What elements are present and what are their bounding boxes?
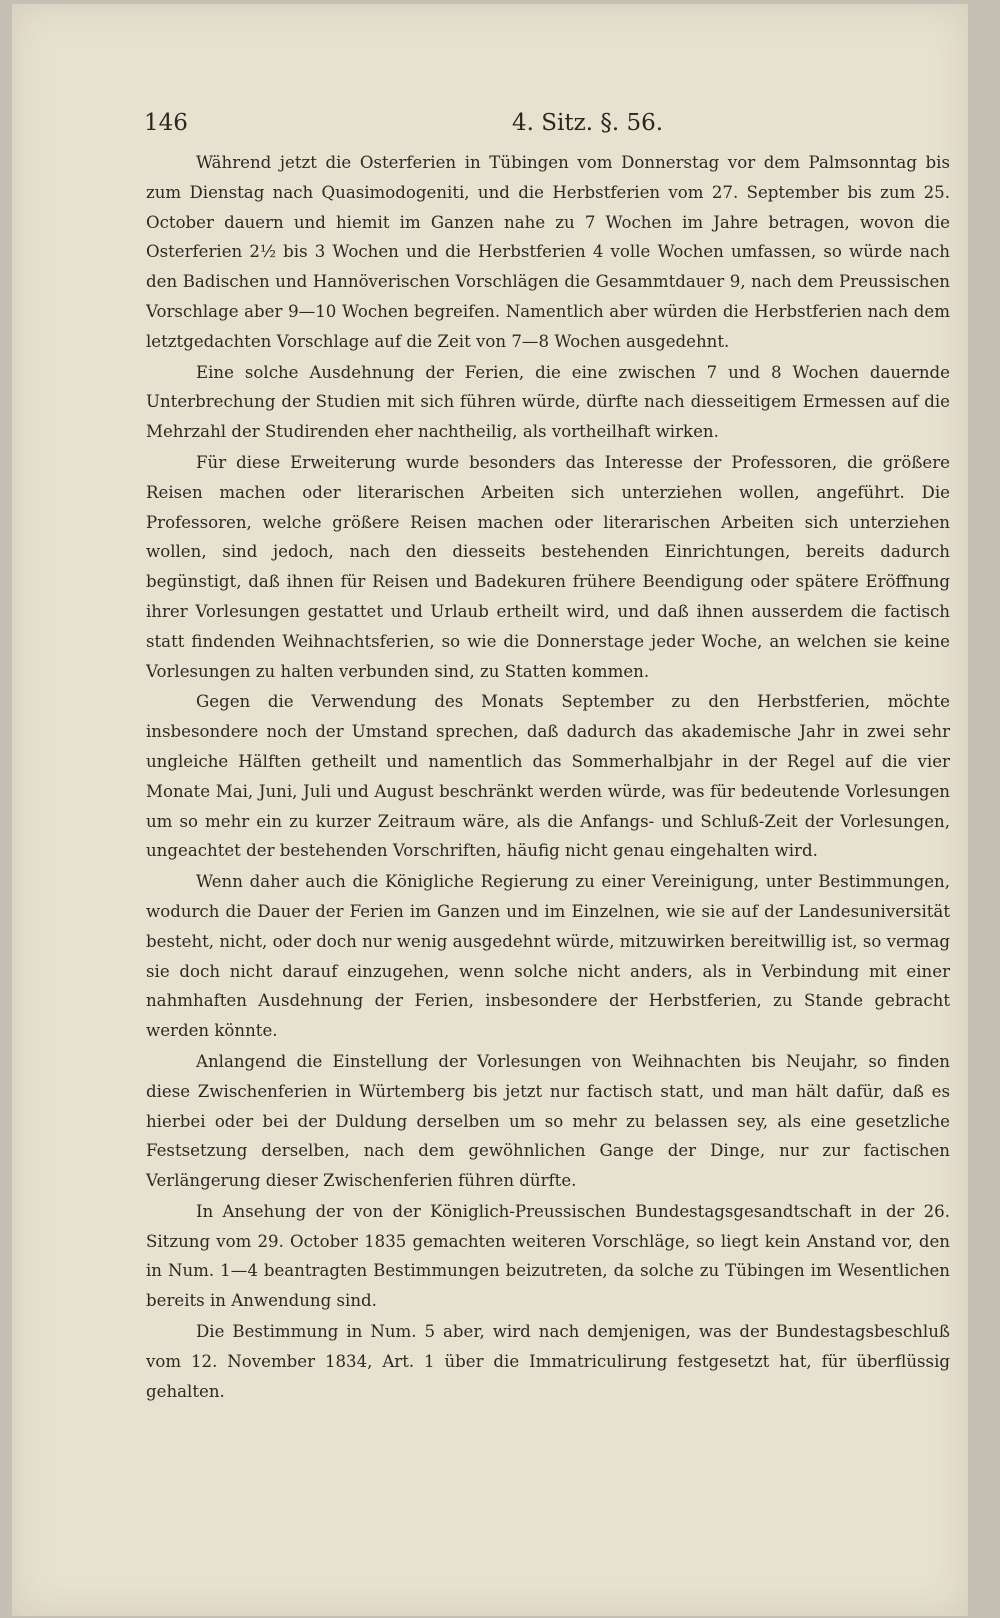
running-head: 4. Sitz. §. 56. <box>512 110 664 136</box>
paragraph: Für diese Erweiterung wurde besonders das Interesse der Professoren, die größere Reisen machen oder literarischen Arbeiten sich unterziehen wollen, angeführt. Die Professoren, welche größere Reisen machen oder literarischen Arbeiten sich unterziehen wollen, sind jedoch, nach den diesseits bestehenden Einrichtungen, bereits dadurch begünstigt, daß ihnen für Reisen und Badekuren frühere Beendigung oder spätere Eröffnung ihrer Vorlesungen gestattet und Urlaub ertheilt wird, und daß ihnen ausserdem die factisch statt findenden Weihnachtsferien, so wie die Donnerstage jeder Woche, an welchen sie keine Vorlesungen zu halten verbunden sind, zu Statten kommen. <box>146 452 950 681</box>
paragraph: In Ansehung der von der Königlich-Preussischen Bundestagsgesandtschaft in der 26. Sitzung vom 29. October 1835 gemachten weiteren Vorschläge, so liegt kein Anstand vor, den in Num. 1—4 beantragten Bestimmungen beizutreten, da solche zu Tübingen im Wesentlichen bereits in Anwendung sind. <box>146 1201 950 1311</box>
paragraph: Wenn daher auch die Königliche Regierung zu einer Vereinigung, unter Bestimmungen, wodurch die Dauer der Ferien im Ganzen und im Einzelnen, wie sie auf der Landesuniversität besteht, nicht, oder doch nur wenig ausgedehnt würde, mitzuwirken bereitwillig ist, so vermag sie doch nicht darauf einzugehen, wenn solche nicht anders, als in Verbindung mit einer nahmhaften Ausdehnung der Ferien, insbesondere der Herbstferien, zu Stande gebracht werden könnte. <box>146 872 950 1041</box>
paragraph: Während jetzt die Osterferien in Tübingen vom Donnerstag vor dem Palmsonntag bis zum Dienstag nach Quasimodogeniti, und die Herbstferien vom 27. September bis zum 25. October dauern und hiemit im Ganzen nahe zu 7 Wochen im Jahre betragen, wovon die Osterferien 2½ bis 3 Wochen und die Herbstferien 4 volle Wochen umfassen, so würde nach den Badischen und Hannöverischen Vorschlägen die Gesammtdauer 9, nach dem Preussischen Vorschlage aber 9—10 Wochen begreifen. Namentlich aber würden die Herbstferien nach dem letztgedachten Vorschlage auf die Zeit von 7—8 Wochen ausgedehnt. <box>146 153 950 351</box>
paragraph: Anlangend die Einstellung der Vorlesungen von Weihnachten bis Neujahr, so finden diese Zwischenferien in Würtemberg bis jetzt nur factisch statt, und man hält dafür, daß es hierbei oder bei der Duldung derselben um so mehr zu belassen sey, als eine gesetzliche Festsetzung derselben, nach dem gewöhnlichen Gange der Dinge, nur zur factischen Verlängerung dieser Zwischenferien führen dürfte. <box>146 1051 950 1191</box>
paragraph: Die Bestimmung in Num. 5 aber, wird nach demjenigen, was der Bundestagsbeschluß vom 12. November 1834, Art. 1 über die Immatriculirung festgesetzt hat, für überflüssig gehalten. <box>146 1322 950 1401</box>
body-text <box>146 148 950 1407</box>
page-header <box>144 110 844 140</box>
paragraph: Gegen die Verwendung des Monats September zu den Herbstferien, möchte insbesondere noch der Umstand sprechen, daß dadurch das akademische Jahr in zwei sehr ungleiche Hälften getheilt und namentlich das Sommerhalbjahr in der Regel auf die vier Monate Mai, Juni, Juli und August beschränkt werden würde, was für bedeutende Vorlesungen um so mehr ein zu kurzer Zeitraum wäre, als die Anfangs- und Schluß-Zeit der Vorlesungen, ungeachtet der bestehenden Vorschriften, häufig nicht genau eingehalten wird. <box>146 692 950 861</box>
paragraph: Eine solche Ausdehnung der Ferien, die eine zwischen 7 und 8 Wochen dauernde Unterbrechung der Studien mit sich führen würde, dürfte nach diesseitigem Ermessen auf die Mehrzahl der Studirenden eher nachtheilig, als vortheilhaft wirken. <box>146 362 950 442</box>
book-page <box>12 4 968 1616</box>
page-number: 146 <box>144 110 188 136</box>
